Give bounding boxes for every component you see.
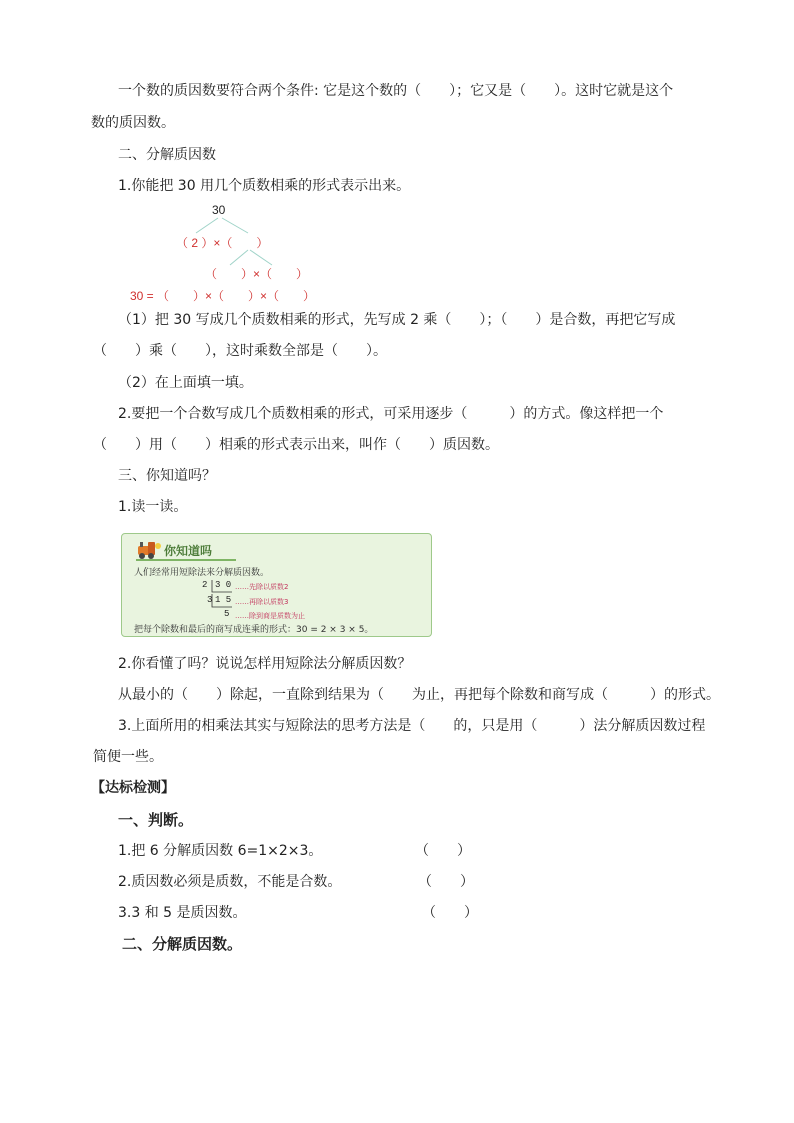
section2-heading: 二、分解质因数: [118, 147, 216, 163]
box-intro: 人们经常用短除法来分解质因数。: [134, 568, 270, 578]
section3-q3-line-1: 3.上面所用的相乘法其实与短除法的思考方法是（ 的，只是用（ ）法分解质因数过程: [118, 718, 706, 734]
judge-blank-1[interactable]: （ ）: [415, 843, 471, 859]
train-icon: [136, 540, 162, 560]
tree-branch-right: [222, 218, 248, 233]
judge-blank-3[interactable]: （ ）: [422, 905, 478, 921]
tree-result: 30 = （ ）×（ ）×（ ）: [130, 289, 316, 303]
section2-q2-line-1: 2.要把一个合数写成几个质数相乘的形式，可采用逐步（ ）的方式。像这样把一个: [118, 406, 664, 422]
box-summary: 把每个除数和最后的商写成连乘的形式：30 = 2 × 3 × 5。: [134, 625, 374, 635]
section2-sub1-line-1: （1）把 30 写成几个质数相乘的形式，先写成 2 乘（ ）；（ ）是合数，再把它写成: [118, 312, 676, 328]
tree-branch-left-2: [230, 250, 248, 265]
judge-item-1: 1.把 6 分解质因数 6=1×2×3。: [118, 843, 323, 859]
did-you-know-box: [121, 533, 432, 637]
box-header: [136, 539, 256, 561]
tree-branch-right-2: [250, 250, 272, 265]
division-note-1: ……先除以质数2: [235, 583, 289, 591]
check-part1-heading: 一、判断。: [118, 811, 194, 829]
check-title: 【达标检测】: [91, 780, 175, 796]
section3-q3-line-2: 简便一些。: [93, 749, 163, 765]
section2-sub2: （2）在上面填一填。: [118, 375, 253, 391]
section2-sub1-line-2: （ ）乘（ ），这时乘数全部是（ ）。: [93, 343, 387, 359]
division-value-2: 1 5: [215, 595, 232, 605]
intro-line-1: 一个数的质因数要符合两个条件: 它是这个数的（ ）；它又是（ ）。这时它就是这个: [118, 83, 674, 99]
division-divisor-2: 3: [207, 595, 213, 605]
intro-line-2: 数的质因数。: [91, 115, 175, 131]
division-divisor-1: 2: [202, 580, 208, 590]
section3-q2-answer: 从最小的（ ）除起，一直除到结果为（ 为止，再把每个除数和商写成（ ）的形式。: [118, 687, 720, 703]
box-title-underline: [136, 559, 236, 561]
judge-item-3: 3.3 和 5 是质因数。: [118, 905, 247, 921]
division-note-3: ……除到商是质数为止: [235, 612, 305, 620]
check-part2-heading: 二、分解质因数。: [122, 935, 243, 953]
section2-q1: 1.你能把 30 用几个质数相乘的形式表示出来。: [118, 178, 411, 194]
judge-blank-2[interactable]: （ ）: [418, 874, 474, 890]
section3-heading: 三、你知道吗？: [118, 468, 216, 484]
section3-q2: 2.你看懂了吗？说说怎样用短除法分解质因数？: [118, 656, 412, 672]
division-value-3: 5: [224, 609, 230, 619]
judge-item-2: 2.质因数必须是质数，不能是合数。: [118, 874, 342, 890]
division-brackets: [208, 578, 268, 628]
division-note-2: ……再除以质数3: [235, 598, 289, 606]
tree-branch-left: [196, 218, 218, 233]
division-value-1: 3 0: [215, 580, 232, 590]
tree-level-2: （ ）×（ ）: [205, 267, 309, 281]
tree-level-1: （ 2 ）×（ ）: [176, 236, 269, 250]
box-title: 你知道吗: [164, 544, 213, 558]
section2-q2-line-2: （ ）用（ ）相乘的形式表示出来，叫作（ ）质因数。: [93, 437, 499, 453]
tree-root: 30: [212, 203, 226, 217]
section3-q1: 1.读一读。: [118, 499, 188, 515]
factor-tree-lines: [0, 0, 794, 320]
